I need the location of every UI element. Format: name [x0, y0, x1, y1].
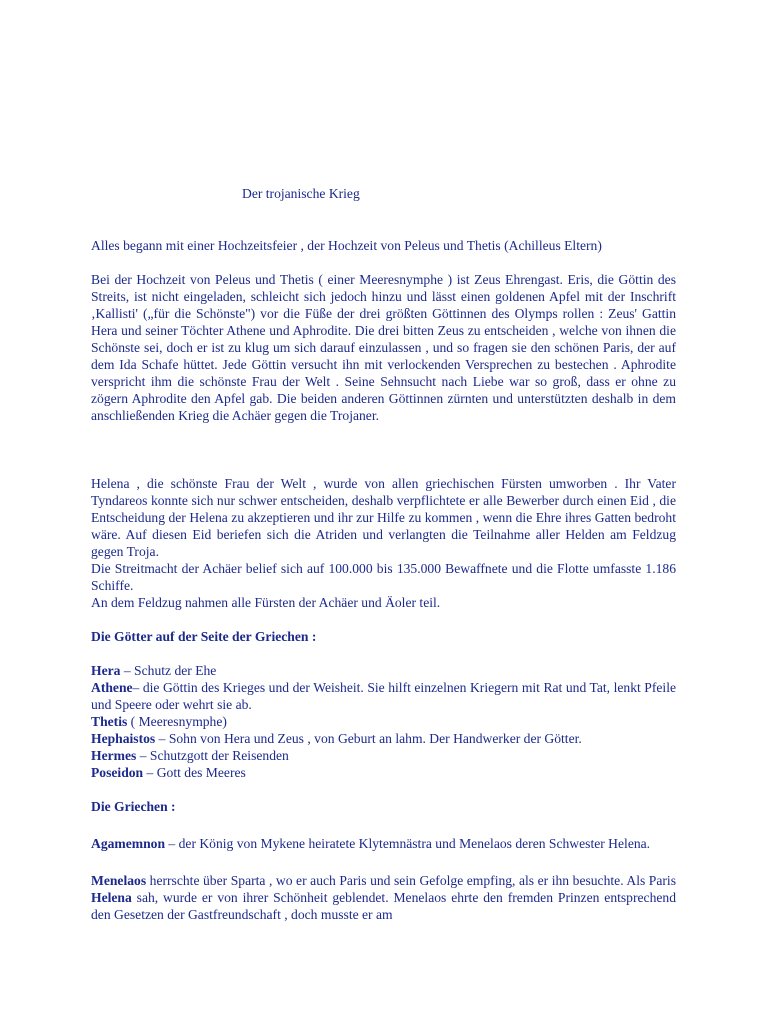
document-page	[91, 185, 676, 923]
agamemnon-entry	[91, 835, 676, 852]
menelaos-entry	[91, 872, 676, 923]
princes-paragraph: An dem Feldzug nahmen alle Fürsten der Achäer und Äoler teil.	[91, 595, 441, 610]
god-description: – Schutzgott der Reisenden	[136, 748, 289, 763]
army-paragraph: Die Streitmacht der Achäer belief sich auf 100.000 bis 135.000 Bewaffnete und die Flotte umfasste 1.186 Schiffe.	[91, 561, 676, 593]
god-name: Thetis	[91, 714, 128, 729]
helena-name: Helena	[91, 890, 132, 905]
god-name: Athene	[91, 680, 133, 695]
hero-name: Agamemnon	[91, 836, 166, 851]
god-name: Hermes	[91, 748, 137, 763]
intro-paragraph: Alles begann mit einer Hochzeitsfeier , der Hochzeit von Peleus und Thetis (Achilleus Eltern)	[91, 238, 602, 253]
god-entry-poseidon	[91, 764, 676, 781]
god-description: – Sohn von Hera und Zeus , von Geburt an lahm. Der Handwerker der Götter.	[155, 731, 582, 746]
gods-heading: Die Götter auf der Seite der Griechen :	[91, 629, 317, 644]
hero-description: – der König von Mykene heiratete Klytemnästra und Menelaos deren Schwester Helena.	[165, 836, 651, 851]
god-name: Poseidon	[91, 765, 144, 780]
god-description: – Schutz der Ehe	[120, 663, 217, 678]
god-name: Hephaistos	[91, 731, 156, 746]
greeks-heading: Die Griechen :	[91, 799, 176, 814]
gods-list	[91, 662, 676, 781]
god-entry-hephaistos	[91, 730, 676, 747]
god-description: – Gott des Meeres	[143, 765, 246, 780]
god-entry-hermes	[91, 747, 676, 764]
document-title: Der trojanische Krieg	[242, 186, 360, 201]
god-entry-athene	[91, 679, 676, 713]
hero-description-cont: sah, wurde er von ihrer Schönheit geblendet. Menelaos ehrte den fremden Prinzen entsprechend den Gesetzen der Gastfreundschaft , doch musste er am	[91, 890, 676, 922]
god-entry-hera	[91, 662, 676, 679]
god-description: – die Göttin des Krieges und der Weisheit. Sie hilft einzelnen Kriegern mit Rat und Tat, lenkt Pfeile und Speere oder wehrt sie ab.	[91, 680, 676, 712]
hero-name: Menelaos	[91, 873, 147, 888]
god-entry-thetis	[91, 713, 676, 730]
god-description: ( Meeresnymphe)	[127, 714, 227, 729]
helena-paragraph: Helena , die schönste Frau der Welt , wurde von allen griechischen Fürsten umworben . Ihr Vater Tyndareos konnte sich nur schwer entscheiden, deshalb verpflichtete er alle Bewerber durch einen Eid , die Entscheidung der Helena zu akzeptieren und ihr zur Hilfe zu kommen , wenn die Ehre ihres Gatten bedroht wäre. Auf diesen Eid beriefen sich die Atriden und verlangten die Teilnahme aller Helden am Feldzug gegen Troja.	[91, 476, 676, 559]
hero-description: herrschte über Sparta , wo er auch Paris und sein Gefolge empfing, als er ihn besuchte. Als Paris	[146, 873, 676, 888]
wedding-paragraph: Bei der Hochzeit von Peleus und Thetis ( einer Meeresnymphe ) ist Zeus Ehrengast. Eris, die Göttin des Streits, ist nicht eingeladen, schleicht sich jedoch hinzu und lässt einen goldenen Apfel mit der Inschrift ‚Kallisti' („für die Schönste") vor die Füße der drei größten Göttinnen des Olymps rollen : Zeus' Gattin Hera und seiner Töchter Athene und Aphrodite. Die drei bitten Zeus zu entscheiden , welche von ihnen die Schönste sei, doch er ist zu klug um sich darauf einzulassen , und so fragen sie den schönen Paris, der auf dem Ida Schafe hüttet. Jede Göttin versucht ihn mit verlockenden Versprechen zu bestechen . Aphrodite verspricht ihm die schönste Frau der Welt . Seine Sehnsucht nach Liebe war so groß, dass er ohne zu zögern Aphrodite den Apfel gab. Die beiden anderen Göttinnen zürnten und unterstützten deshalb in dem anschließenden Krieg die Achäer gegen die Trojaner.	[91, 272, 676, 423]
god-name: Hera	[91, 663, 121, 678]
